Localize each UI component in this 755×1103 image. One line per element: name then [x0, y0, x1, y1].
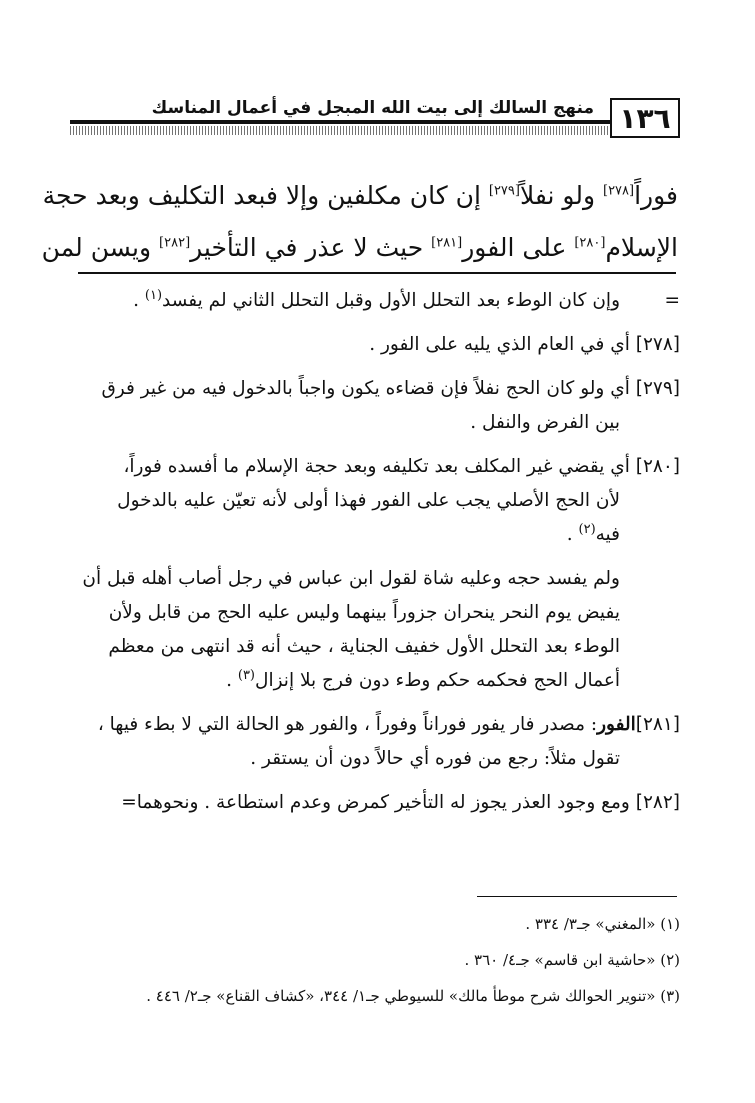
source-ref-2[interactable]: (٢): [578, 521, 596, 537]
page-header: [70, 92, 680, 152]
main-line-2: الإسلام[٢٨٠] على الفور[٢٨١] حيث لا عذر في التأخير[٢٨٢] ويسن لمن: [41, 233, 678, 262]
text-commentary-divider: [78, 272, 676, 274]
source-2: (٢) «حاشية ابن قاسم» جـ٤/ ٣٦٠ .: [464, 951, 680, 969]
note-number: [٢٨٠]: [635, 456, 680, 477]
note-281: [٢٨١]الفور: مصدر فار يفور فوراناً وفوراً ، والفور هو الحالة التي لا بطء فيها ، تقول مثلاً: رجع من فوره أي حالاً دون أن يستقر .: [97, 714, 680, 769]
commentary: [70, 284, 680, 830]
footnote-ref-281[interactable]: [٢٨١]: [431, 235, 463, 251]
source-ref-1[interactable]: (١): [144, 287, 163, 303]
header-rule: [70, 120, 610, 124]
note-number: [٢٨١]: [635, 714, 680, 735]
running-title: منهج السالك إلى بيت الله المبجل في أعمال المناسك: [151, 98, 594, 118]
defined-term: الفور: [597, 714, 636, 735]
note-number: [٢٧٨]: [635, 334, 680, 355]
source-1: (١) «المغني» جـ٣/ ٣٣٤ .: [525, 915, 680, 933]
footnote-ref-280[interactable]: [٢٨٠]: [574, 235, 606, 251]
note-number: [٢٧٩]: [635, 378, 680, 399]
footnote-ref-278[interactable]: [٢٧٨]: [603, 183, 635, 199]
source-3: (٣) «تنوير الحوالك شرح موطأ مالك» للسيوطي جـ١/ ٣٤٤، «كشاف القناع» جـ٢/ ٤٤٦ .: [146, 987, 680, 1005]
header-hatch-rule: [70, 126, 610, 135]
commentary-continuation: = وإن كان الوطء بعد التحلل الأول وقبل التحلل الثاني لم يفسد$^{(١)}$ .: [70, 284, 680, 318]
note-282: [٢٨٢] ومع وجود العذر يجوز له التأخير كمرض وعدم استطاعة . ونحوهما=: [121, 792, 680, 813]
main-line-1: فوراً[٢٧٨] ولو نفلاً[٢٧٩] إن كان مكلفين وإلا فبعد التكليف وبعد حجة: [42, 181, 678, 210]
source-footnotes: [70, 906, 680, 1014]
page-number: ١٣٦: [610, 98, 680, 138]
continuation-mark: =: [664, 290, 680, 311]
footnote-separator: [477, 896, 677, 897]
note-278: [٢٧٨] أي في العام الذي يليه على الفور .: [369, 334, 680, 355]
footnote-ref-279[interactable]: [٢٧٩]: [488, 183, 520, 199]
main-text: [41, 170, 678, 274]
note-279: [٢٧٩] أي ولو كان الحج نفلاً فإن قضاءه يكون واجباً بالدخول فيه من غير فرق بين الفرض والنفل .: [101, 378, 680, 433]
note-280-paragraph-2: ولم يفسد حجه وعليه شاة لقول ابن عباس في رجل أصاب أهله قبل أن يفيض يوم النحر ينحران جزوراً بينهما وليس عليه الحج من قابل ولأن الوطء بعد التحلل الأول خفيف الجناية ، حيث أنه قد انتهى من معظم أعمال الحج فحكمه حكم وطء دون فرج بلا إنزال$^{(٣)}$ .: [82, 568, 620, 691]
footnote-ref-282[interactable]: [٢٨٢]: [159, 235, 191, 251]
source-ref-3[interactable]: (٣): [237, 667, 255, 683]
note-280: [٢٨٠] أي يقضي غير المكلف بعد تكليفه وبعد حجة الإسلام ما أفسده فوراً، لأن الحج الأصلي يجب على الفور فهذا أولى لأنه تعيّن عليه بالدخول فيه$^{(٢)}$ .: [117, 456, 680, 545]
note-number: [٢٨٢]: [635, 792, 680, 813]
